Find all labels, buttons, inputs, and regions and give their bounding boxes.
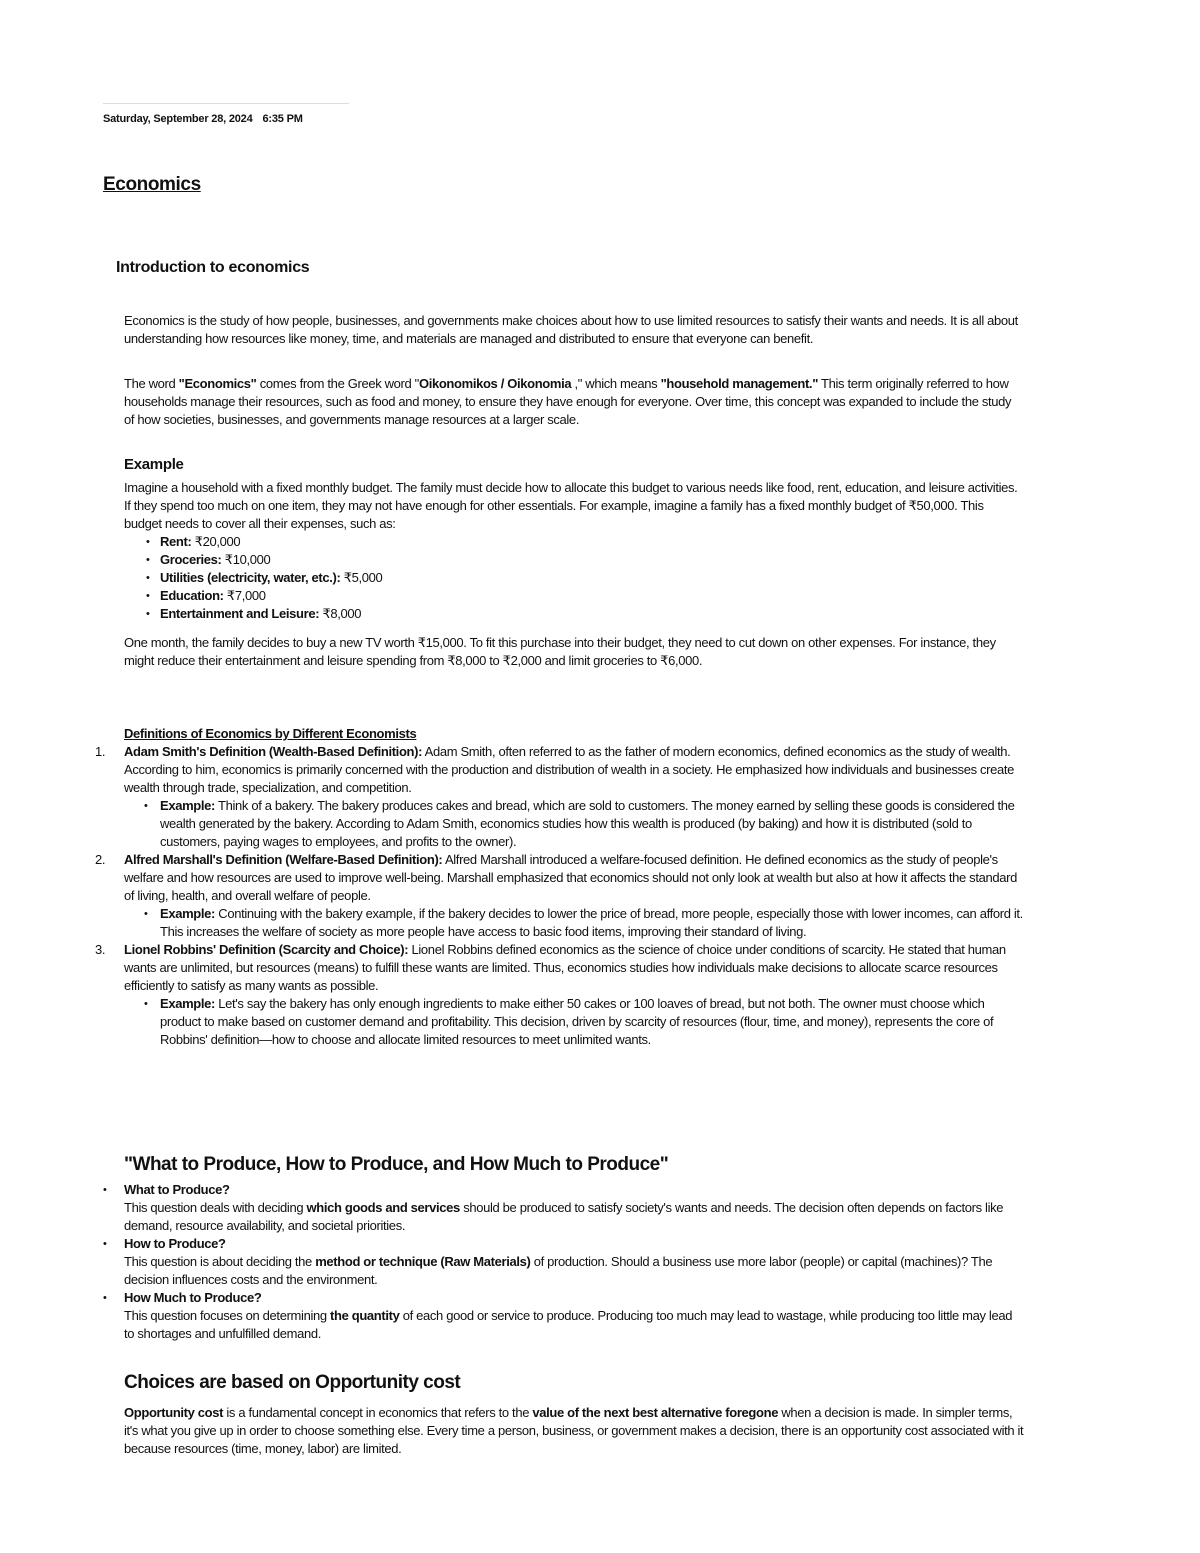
budget-label: Entertainment and Leisure: [160, 606, 320, 621]
etymology-rest: This term originally referred to how households manage their resources, such as food and money, to ensure they have enough for everyone. Over time, this concept was expanded to include the study of how societies, businesses, and governments manage resources at a larger scale. [124, 376, 1012, 427]
list-item [124, 533, 1024, 551]
definition-example [124, 995, 1025, 1049]
question-body [124, 1253, 1025, 1289]
list-item [124, 587, 1024, 605]
definition-title: Alfred Marshall's Definition (Welfare-Based Definition): [124, 852, 443, 867]
etymology-greek: Oikonomikos / Oikonomia [418, 376, 572, 391]
note-timestamp [103, 113, 303, 125]
question-post: of production. Should a business use more labor (people) or capital (machines)? The decision influences costs and the environment. [124, 1254, 993, 1287]
question-title: How to Produce? [124, 1236, 226, 1251]
definition-title: Lionel Robbins' Definition (Scarcity and Choice): [124, 942, 409, 957]
question-body [124, 1199, 1025, 1235]
example-label: Example: [160, 798, 216, 813]
budget-list [124, 533, 1024, 623]
etymology-mid1: comes from the Greek word " [256, 376, 419, 391]
question-post: of each good or service to produce. Producing too much may lead to wastage, while producing too little may lead to shortages and unfulfilled demand. [124, 1308, 1013, 1341]
example-body: Think of a bakery. The bakery produces cakes and bread, which are sold to customers. The money earned by selling these goods is considered the wealth generated by the bakery. According to Adam Smith, economics studies how this wealth is produced (by baking) and how it is distributed (sold to customers, paying wages to employees, and profits to the owner). [160, 798, 1015, 849]
example-body: Let's say the bakery has only enough ingredients to make either 50 cakes or 100 loaves of bread, but not both. The owner must choose which product to make based on customer demand and profitability. This decision, driven by scarcity of resources (flour, time, and money), represents the core of Robbins' definition—how to choose and allocate limited resources to meet unlimited wants. [160, 996, 994, 1047]
opportunity-emphasis: value of the next best alternative foregone [532, 1405, 779, 1420]
page-title: Economics [103, 174, 201, 195]
question-title: What to Produce? [124, 1182, 230, 1197]
budget-label: Rent: [160, 534, 192, 549]
opportunity-term: Opportunity cost [124, 1405, 224, 1420]
definition-number: 2. [95, 852, 106, 867]
question-item [95, 1289, 1025, 1343]
definitions-heading-text: Definitions of Economics by Different Economists [124, 726, 417, 741]
intro-paragraph: Economics is the study of how people, businesses, and governments make choices about how to use limited resources to satisfy their wants and needs. It is all about understanding how resources like money, time, and materials are managed and distributed to ensure that everyone can benefit. [124, 313, 1018, 346]
question-post: should be produced to satisfy society's wants and needs. The decision often depends on factors like demand, resource availability, and societal priorities. [124, 1200, 1004, 1233]
opportunity-cost-heading: Choices are based on Opportunity cost [124, 1372, 461, 1393]
production-questions-heading: "What to Produce, How to Produce, and How Much to Produce" [124, 1154, 669, 1175]
definition-number: 1. [95, 744, 106, 759]
budget-label: Utilities (electricity, water, etc.): [160, 570, 341, 585]
question-item [95, 1181, 1025, 1235]
definitions-heading [124, 725, 1024, 743]
definition-number: 3. [95, 942, 106, 957]
date-divider [103, 103, 349, 104]
etymology-paragraph [124, 375, 1024, 429]
definition-example [124, 905, 1025, 941]
intro-heading: Introduction to economics [116, 259, 310, 276]
etymology-meaning: "household management." [660, 376, 819, 391]
example-body: Continuing with the bakery example, if the bakery decides to lower the price of bread, more people, especially those with lower incomes, can afford it. This increases the welfare of society as more people have access to basic food items, improving their standard of living. [160, 906, 1023, 939]
question-item [95, 1235, 1025, 1289]
question-emphasis: method or technique (Raw Materials) [315, 1254, 531, 1269]
question-pre: This question focuses on determining [124, 1308, 331, 1323]
etymology-mid2: ," which means [571, 376, 661, 391]
budget-value: ₹10,000 [221, 552, 271, 567]
etymology-prefix: The word [124, 376, 179, 391]
budget-value: ₹7,000 [223, 588, 266, 603]
question-body [124, 1307, 1025, 1343]
example-closing: One month, the family decides to buy a new TV worth ₹15,000. To fit this purchase into their budget, they need to cut down on other expenses. For instance, they might reduce their entertainment and leisure spending from ₹8,000 to ₹2,000 and limit groceries to ₹6,000. [124, 635, 996, 668]
opportunity-cost-paragraph [124, 1404, 1024, 1458]
definition-text [124, 851, 1025, 905]
question-pre: This question deals with deciding [124, 1200, 307, 1215]
budget-value: ₹8,000 [319, 606, 362, 621]
list-item [124, 569, 1024, 587]
definition-item [95, 941, 1025, 1049]
definition-item [95, 851, 1025, 941]
budget-label: Groceries: [160, 552, 222, 567]
question-emphasis: which goods and services [306, 1200, 460, 1215]
etymology-term: "Economics" [178, 376, 257, 391]
definition-body: Adam Smith, often referred to as the father of modern economics, defined economics as the study of wealth. According to him, economics is primarily concerned with the production and distribution of wealth in a society. He emphasized how individuals and businesses create wealth through trade, specialization, and competition. [124, 744, 1015, 795]
definition-example [124, 797, 1025, 851]
example-paragraph: Imagine a household with a fixed monthly budget. The family must decide how to allocate this budget to various needs like food, rent, education, and leisure activities. If they spend too much on one item, they may not have enough for other essentials. For example, imagine a family has a fixed monthly budget of ₹50,000. This budget needs to cover all their expenses, such as: [124, 480, 1018, 531]
production-questions-list [95, 1181, 1025, 1343]
definitions-list [95, 743, 1025, 1049]
definition-body: Alfred Marshall introduced a welfare-focused definition. He defined economics as the study of people's welfare and how resources are used to improve well-being. Marshall emphasized that economics should not only look at wealth but also at how it affects the standard of living, health, and overall welfare of people. [124, 852, 1017, 903]
opportunity-mid: is a fundamental concept in economics that refers to the [223, 1405, 533, 1420]
definition-item [95, 743, 1025, 851]
definition-body: Lionel Robbins defined economics as the science of choice under conditions of scarcity. He stated that human wants are unlimited, but resources (means) to fulfill these wants are limited. Thus, economics studies how individuals make decisions to allocate scarce resources efficiently to satisfy as many wants as possible. [124, 942, 1006, 993]
budget-value: ₹5,000 [340, 570, 383, 585]
question-title: How Much to Produce? [124, 1290, 262, 1305]
note-time: 6:35 PM [262, 113, 303, 125]
budget-value: ₹20,000 [191, 534, 241, 549]
definition-text [124, 743, 1025, 797]
question-pre: This question is about deciding the [124, 1254, 316, 1269]
example-heading: Example [124, 456, 184, 473]
note-date: Saturday, September 28, 2024 [103, 113, 253, 125]
example-label: Example: [160, 906, 216, 921]
opportunity-rest: when a decision is made. In simpler terms, it's what you give up in order to choose something else. Every time a person, business, or government makes a decision, there is an opportunity cost associated with it because resources (time, money, labor) are limited. [124, 1405, 1024, 1456]
budget-label: Education: [160, 588, 224, 603]
definition-text [124, 941, 1025, 995]
list-item [124, 605, 1024, 623]
question-emphasis: the quantity [330, 1308, 400, 1323]
definition-title: Adam Smith's Definition (Wealth-Based Definition): [124, 744, 423, 759]
example-label: Example: [160, 996, 216, 1011]
list-item [124, 551, 1024, 569]
